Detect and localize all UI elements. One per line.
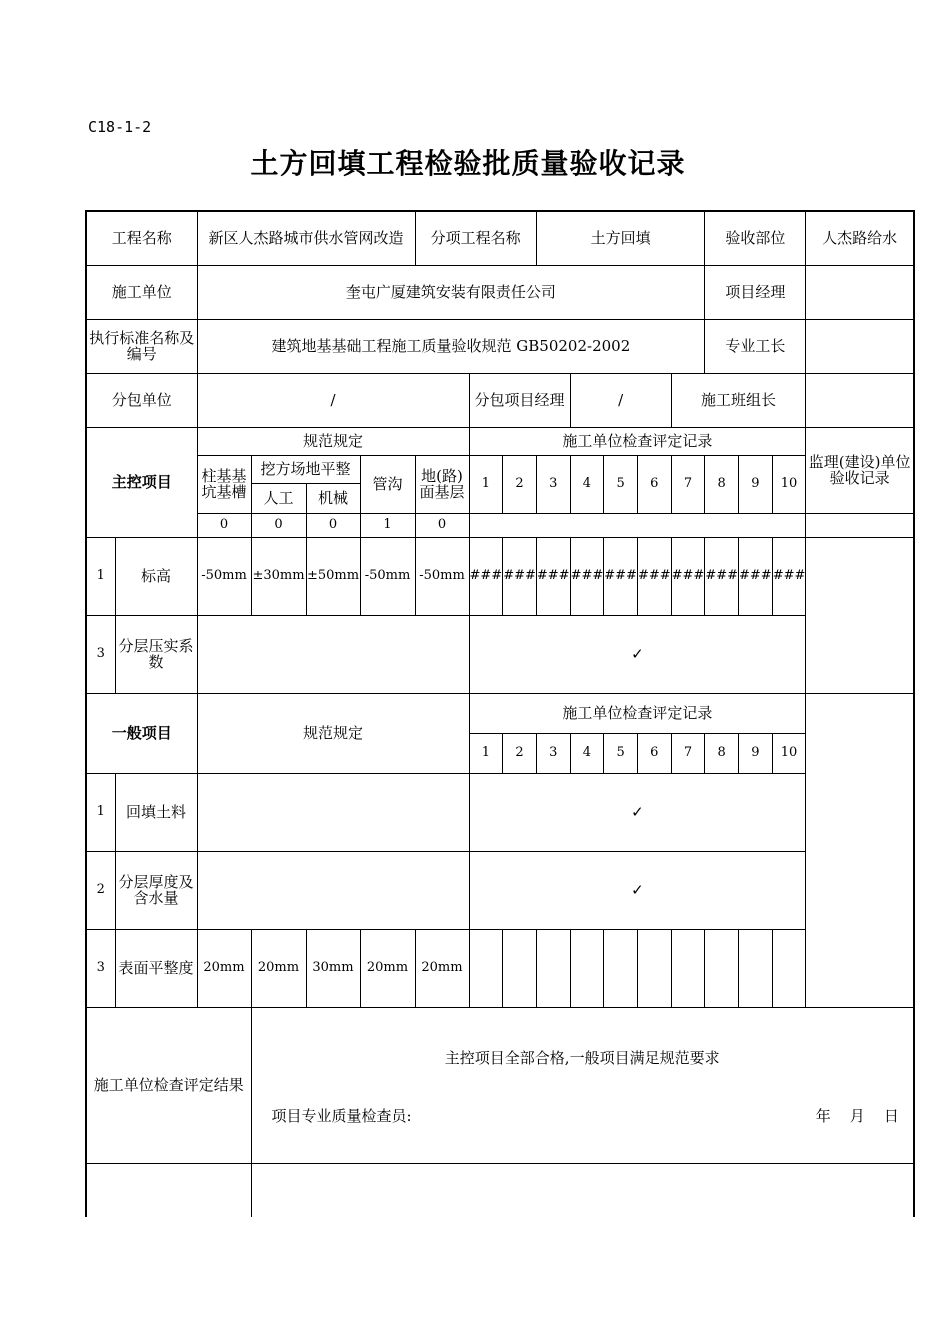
spec-zero-1: 0 bbox=[197, 513, 251, 537]
main-row-1-rec-3: ### bbox=[536, 537, 570, 615]
foreman-value bbox=[806, 319, 914, 373]
spec-col-manual: 人工 bbox=[251, 483, 306, 513]
main-num-6: 6 bbox=[637, 455, 671, 513]
main-num-3: 3 bbox=[536, 455, 570, 513]
main-num-5: 5 bbox=[604, 455, 638, 513]
supervision-blank bbox=[806, 513, 914, 537]
main-row-1-spec-1: -50mm bbox=[197, 537, 251, 615]
project-name-value: 新区人杰路城市供水管网改造 bbox=[197, 211, 415, 265]
result-label: 施工单位检查评定结果 bbox=[86, 1007, 251, 1163]
main-row-1-spec-3: ±50mm bbox=[306, 537, 360, 615]
main-row-1-name: 标高 bbox=[115, 537, 197, 615]
general-row-3-spec-1: 20mm bbox=[197, 929, 251, 1007]
spec-zero-4: 1 bbox=[360, 513, 415, 537]
general-spec-label: 规范规定 bbox=[197, 693, 469, 773]
result-content bbox=[251, 1007, 914, 1163]
main-row-3-check: ✓ bbox=[469, 615, 806, 693]
general-row-3-rec-4 bbox=[570, 929, 604, 1007]
general-num-6: 6 bbox=[637, 733, 671, 773]
main-row-1-rec-1: ### bbox=[469, 537, 503, 615]
result-signature-line bbox=[252, 1108, 913, 1124]
spec-col-pipe-trench: 管沟 bbox=[360, 455, 415, 513]
main-row-1-spec-4: -50mm bbox=[360, 537, 415, 615]
accept-part-label: 验收部位 bbox=[705, 211, 806, 265]
general-row-3-spec-2: 20mm bbox=[251, 929, 306, 1007]
inspection-record-table bbox=[85, 210, 915, 1217]
general-row-3-rec-9 bbox=[739, 929, 773, 1007]
supervision-conclusion-content bbox=[251, 1163, 914, 1217]
spec-zero-3: 0 bbox=[306, 513, 360, 537]
general-row-3-no: 3 bbox=[86, 929, 115, 1007]
result-text: 主控项目全部合格,一般项目满足规范要求 bbox=[444, 1048, 720, 1067]
sub-pm-value: / bbox=[570, 373, 671, 427]
main-num-9: 9 bbox=[739, 455, 773, 513]
subcontractor-label: 分包单位 bbox=[86, 373, 197, 427]
construction-unit-label: 施工单位 bbox=[86, 265, 197, 319]
standard-value: 建筑地基基础工程施工质量验收规范 GB50202-2002 bbox=[197, 319, 705, 373]
team-leader-value bbox=[806, 373, 914, 427]
main-row-1-spec-2: ±30mm bbox=[251, 537, 306, 615]
general-num-1: 1 bbox=[469, 733, 503, 773]
main-num-1: 1 bbox=[469, 455, 503, 513]
main-supervision-cell bbox=[806, 537, 914, 693]
main-row-1-rec-9: ### bbox=[739, 537, 773, 615]
general-row-1-no: 1 bbox=[86, 773, 115, 851]
general-num-9: 9 bbox=[739, 733, 773, 773]
supervision-label: 监理(建设)单位验收记录 bbox=[806, 427, 914, 513]
general-items-label: 一般项目 bbox=[86, 693, 197, 773]
general-row-3-name: 表面平整度 bbox=[115, 929, 197, 1007]
team-leader-label: 施工班组长 bbox=[671, 373, 806, 427]
main-row-1-spec-5: -50mm bbox=[415, 537, 469, 615]
subcontractor-value: / bbox=[197, 373, 469, 427]
main-num-8: 8 bbox=[705, 455, 739, 513]
general-row-3-rec-10 bbox=[772, 929, 806, 1007]
supervision-conclusion-label bbox=[86, 1163, 251, 1217]
sub-project-value: 土方回填 bbox=[536, 211, 704, 265]
main-row-1-rec-10: ### bbox=[772, 537, 806, 615]
main-row-3-name: 分层压实系数 bbox=[115, 615, 197, 693]
accept-part-value: 人杰路给水 bbox=[806, 211, 914, 265]
general-row-3-rec-2 bbox=[503, 929, 537, 1007]
foreman-label: 专业工长 bbox=[705, 319, 806, 373]
general-num-4: 4 bbox=[570, 733, 604, 773]
main-num-10: 10 bbox=[772, 455, 806, 513]
main-spec-label: 规范规定 bbox=[197, 427, 469, 455]
page-title: 土方回填工程检验批质量验收记录 bbox=[250, 147, 686, 180]
general-num-2: 2 bbox=[503, 733, 537, 773]
main-record-blank bbox=[469, 513, 806, 537]
spec-col-site-leveling: 挖方场地平整 bbox=[251, 455, 360, 483]
main-row-1-no: 1 bbox=[86, 537, 115, 615]
main-row-1-rec-7: ### bbox=[671, 537, 705, 615]
general-row-3-rec-3 bbox=[536, 929, 570, 1007]
spec-col-ground-base: 地(路)面基层 bbox=[415, 455, 469, 513]
general-row-3-rec-6 bbox=[637, 929, 671, 1007]
general-row-2-no: 2 bbox=[86, 851, 115, 929]
general-row-2-check: ✓ bbox=[469, 851, 806, 929]
general-row-3-rec-7 bbox=[671, 929, 705, 1007]
general-row-3-spec-5: 20mm bbox=[415, 929, 469, 1007]
main-items-label: 主控项目 bbox=[86, 427, 197, 537]
spec-col-machine: 机械 bbox=[306, 483, 360, 513]
main-row-1-rec-4: ### bbox=[570, 537, 604, 615]
general-num-3: 3 bbox=[536, 733, 570, 773]
main-num-4: 4 bbox=[570, 455, 604, 513]
main-record-label: 施工单位检查评定记录 bbox=[469, 427, 806, 455]
main-row-1-rec-2: ### bbox=[503, 537, 537, 615]
main-row-3-no: 3 bbox=[86, 615, 115, 693]
general-row-3-spec-4: 20mm bbox=[360, 929, 415, 1007]
general-num-8: 8 bbox=[705, 733, 739, 773]
general-num-5: 5 bbox=[604, 733, 638, 773]
pm-value bbox=[806, 265, 914, 319]
main-num-2: 2 bbox=[503, 455, 537, 513]
spec-col-pit: 柱基基坑基槽 bbox=[197, 455, 251, 513]
date-label: 年 月 日 bbox=[815, 1106, 899, 1125]
main-row-1-rec-8: ### bbox=[705, 537, 739, 615]
form-code: C18-1-2 bbox=[88, 118, 152, 136]
general-num-10: 10 bbox=[772, 733, 806, 773]
spec-zero-5: 0 bbox=[415, 513, 469, 537]
standard-label: 执行标准名称及编号 bbox=[86, 319, 197, 373]
main-row-3-spec bbox=[197, 615, 469, 693]
construction-unit-value: 奎屯广厦建筑安装有限责任公司 bbox=[197, 265, 705, 319]
pm-label: 项目经理 bbox=[705, 265, 806, 319]
general-row-2-spec bbox=[197, 851, 469, 929]
main-row-1-rec-5: ### bbox=[604, 537, 638, 615]
general-row-1-check: ✓ bbox=[469, 773, 806, 851]
main-row-1-rec-6: ### bbox=[637, 537, 671, 615]
general-row-2-name: 分层厚度及含水量 bbox=[115, 851, 197, 929]
sub-project-label: 分项工程名称 bbox=[415, 211, 536, 265]
general-row-1-name: 回填土料 bbox=[115, 773, 197, 851]
general-record-label: 施工单位检查评定记录 bbox=[469, 693, 806, 733]
general-supervision-cell bbox=[806, 693, 914, 1007]
inspector-label: 项目专业质量检查员: bbox=[271, 1106, 412, 1125]
spec-zero-2: 0 bbox=[251, 513, 306, 537]
general-row-3-rec-5 bbox=[604, 929, 638, 1007]
general-row-3-spec-3: 30mm bbox=[306, 929, 360, 1007]
general-row-3-rec-8 bbox=[705, 929, 739, 1007]
main-num-7: 7 bbox=[671, 455, 705, 513]
project-name-label: 工程名称 bbox=[86, 211, 197, 265]
sub-pm-label: 分包项目经理 bbox=[469, 373, 570, 427]
general-num-7: 7 bbox=[671, 733, 705, 773]
general-row-3-rec-1 bbox=[469, 929, 503, 1007]
general-row-1-spec bbox=[197, 773, 469, 851]
